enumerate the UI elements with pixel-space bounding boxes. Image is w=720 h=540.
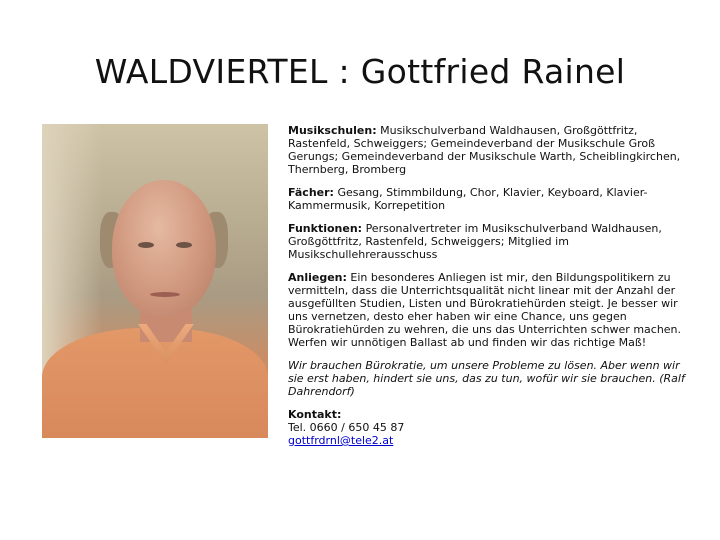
faecher-label: Fächer: <box>288 186 334 199</box>
anliegen-section <box>288 271 698 349</box>
profile-text <box>288 124 698 457</box>
kontakt-label: Kontakt: <box>288 408 342 421</box>
faecher-text: Gesang, Stimmbildung, Chor, Klavier, Keyboard, Klavier-Kammermusik, Korrepetition <box>288 186 648 212</box>
portrait-photo <box>42 124 268 438</box>
musikschulen-section <box>288 124 698 176</box>
kontakt-section <box>288 408 698 447</box>
kontakt-phone: Tel. 0660 / 650 45 87 <box>288 421 405 434</box>
quote-text: Wir brauchen Bürokratie, um unsere Probleme zu lösen. Aber wenn wir sie erst haben, hindert sie uns, das zu tun, wofür wir sie brauchen. (Ralf Dahrendorf) <box>288 359 685 398</box>
musikschulen-label: Musikschulen: <box>288 124 377 137</box>
photo-mouth <box>150 292 180 297</box>
funktionen-label: Funktionen: <box>288 222 363 235</box>
page-title: WALDVIERTEL : Gottfried Rainel <box>94 52 626 91</box>
kontakt-email-link[interactable]: gottfrdrnl@tele2.at <box>288 434 394 447</box>
faecher-section <box>288 186 698 212</box>
quote-section <box>288 359 698 398</box>
anliegen-text: Ein besonderes Anliegen ist mir, den Bildungspolitikern zu vermitteln, dass die Unterrichtsqualität nicht linear mit der Anzahl der ausgefüllten Studien, Listen und Bürokratiehürden steigt. Je besser wir uns vernetzen, desto eher haben wir eine Chance, uns gegen Bürokratiehürden zu wehren, die uns das Unterrichten schwer machen. Werfen wir unnötigen Ballast ab und finden wir das richtige Maß! <box>288 271 682 349</box>
photo-eye-right <box>176 242 192 248</box>
photo-eye-left <box>138 242 154 248</box>
anliegen-label: Anliegen: <box>288 271 347 284</box>
musikschulen-text: Musikschulverband Waldhausen, Großgöttfritz, Rastenfeld, Schweiggers; Gemeindeverband der Musikschule Groß Gerungs; Gemeindeverband der Musikschule Warth, Scheiblingkirchen, Thernberg, Bromberg <box>288 124 681 176</box>
funktionen-section <box>288 222 698 261</box>
funktionen-text: Personalvertreter im Musikschulverband Waldhausen, Großgöttfritz, Rastenfeld, Schweiggers; Mitglied im Musikschullehrerausschuss <box>288 222 662 261</box>
